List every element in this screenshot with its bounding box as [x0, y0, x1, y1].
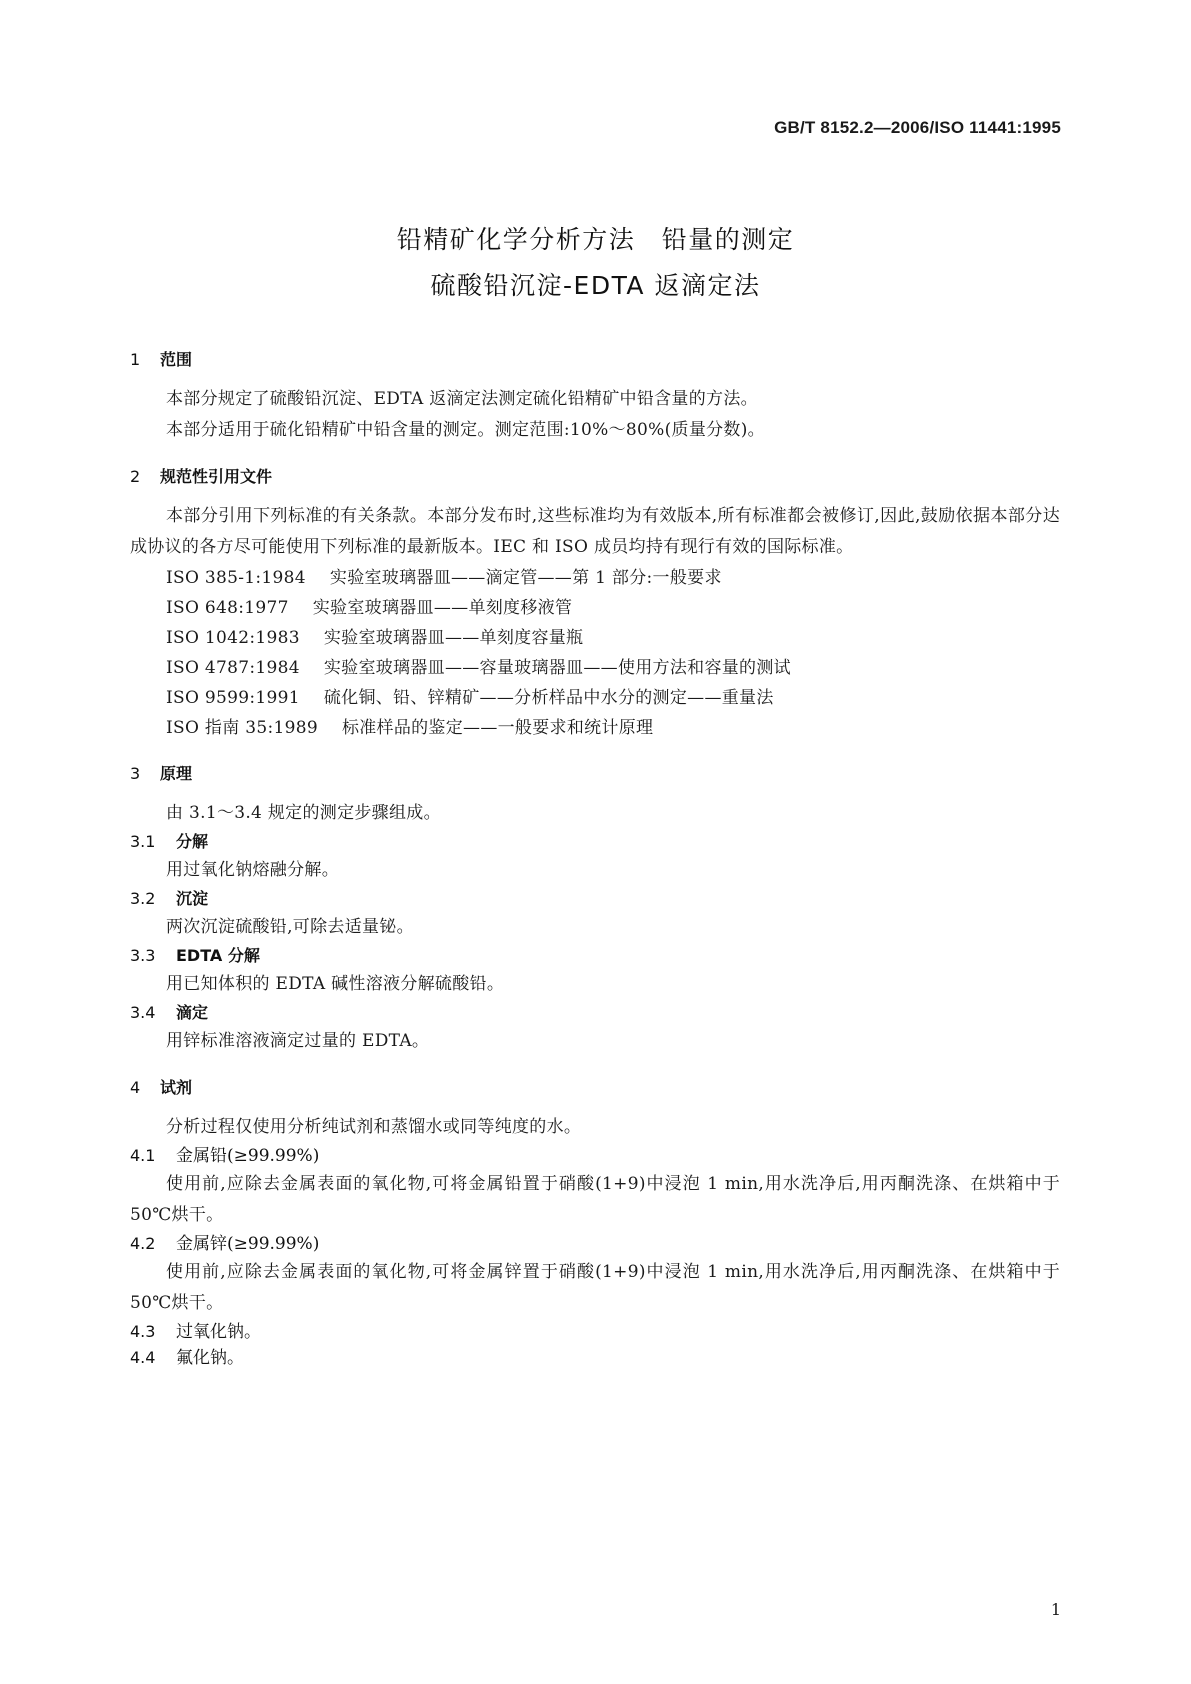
- section-title: 范围: [160, 350, 193, 369]
- reference-code: ISO 9599:1991: [166, 688, 300, 708]
- paragraph: 本部分适用于硫化铅精矿中铅含量的测定。测定范围:10%～80%(质量分数)。: [166, 420, 765, 440]
- subsection-heading: [130, 1143, 1060, 1169]
- paragraph: 用过氧化钠熔融分解。: [166, 860, 339, 880]
- reference-code: ISO 648:1977: [166, 598, 289, 618]
- reference-title: 实验室玻璃器皿——单刻度容量瓶: [323, 628, 584, 648]
- section-1-heading: [130, 350, 1060, 370]
- paragraph: 两次沉淀硫酸铅,可除去适量铋。: [166, 917, 414, 937]
- paragraph: 用已知体积的 EDTA 碱性溶液分解硫酸铅。: [166, 974, 505, 994]
- subsection-number: 4.3: [130, 1322, 156, 1341]
- subsection-heading: [130, 886, 1060, 912]
- paragraph: 由 3.1～3.4 规定的测定步骤组成。: [166, 803, 441, 823]
- subsection-number: 3.4: [130, 1003, 156, 1022]
- subsection-heading: [130, 1000, 1060, 1026]
- reference-code: ISO 1042:1983: [166, 628, 300, 648]
- page-number: 1: [1050, 1600, 1061, 1619]
- paragraph: 分析过程仅使用分析纯试剂和蒸馏水或同等纯度的水。: [166, 1117, 582, 1137]
- section-4-heading: [130, 1078, 1060, 1098]
- document-title-line1: 铅精矿化学分析方法 铅量的测定: [396, 225, 795, 254]
- subsection-heading: [130, 1319, 1060, 1345]
- subsection-number: 3.3: [130, 946, 156, 965]
- section-number: 3: [130, 764, 141, 783]
- subsection-heading: [130, 943, 1060, 969]
- subsection-number: 4.2: [130, 1234, 156, 1253]
- subsection-title: 分解: [176, 832, 209, 851]
- section-title: 规范性引用文件: [160, 467, 273, 486]
- subsection-number: 4.4: [130, 1348, 156, 1367]
- section-title: 原理: [160, 764, 193, 783]
- reference-item: [130, 683, 1060, 713]
- section-2-heading: [130, 467, 1060, 487]
- reference-title: 实验室玻璃器皿——单刻度移液管: [312, 598, 573, 618]
- subsection-number: 3.2: [130, 889, 156, 908]
- subsection-heading: [130, 1231, 1060, 1257]
- reference-code: ISO 4787:1984: [166, 658, 300, 678]
- standard-code: GB/T 8152.2—2006/ISO 11441:1995: [774, 118, 1061, 137]
- subsection-title: 滴定: [176, 1003, 209, 1022]
- reference-title: 标准样品的鉴定——一般要求和统计原理: [341, 718, 654, 738]
- paragraph: 使用前,应除去金属表面的氧化物,可将金属铅置于硝酸(1+9)中浸泡 1 min,用水洗净后,用丙酮洗涤、在烘箱中于 50℃烘干。: [130, 1174, 1060, 1225]
- reference-title: 实验室玻璃器皿——容量玻璃器皿——使用方法和容量的测试: [323, 658, 791, 678]
- reference-title: 硫化铜、铅、锌精矿——分析样品中水分的测定——重量法: [323, 688, 774, 708]
- subsection-heading: [130, 1345, 1060, 1371]
- subsection-title: EDTA 分解: [176, 946, 260, 965]
- section-3-heading: [130, 764, 1060, 784]
- paragraph: 本部分规定了硫酸铅沉淀、EDTA 返滴定法测定硫化铅精矿中铅含量的方法。: [166, 389, 758, 409]
- subsection-title: 沉淀: [176, 889, 209, 908]
- reference-code: ISO 指南 35:1989: [166, 718, 318, 738]
- reference-item: [130, 593, 1060, 623]
- subsection-number: 4.1: [130, 1146, 156, 1165]
- subsection-number: 3.1: [130, 832, 156, 851]
- document-body: [130, 350, 1060, 1371]
- subsection-title: 氟化钠。: [176, 1348, 244, 1368]
- paragraph: 用锌标准溶液滴定过量的 EDTA。: [166, 1031, 430, 1051]
- document-title-line2: 硫酸铅沉淀-EDTA 返滴定法: [430, 271, 761, 300]
- reference-item: [130, 653, 1060, 683]
- section-title: 试剂: [160, 1078, 193, 1097]
- section-number: 1: [130, 350, 141, 369]
- reference-title: 实验室玻璃器皿——滴定管——第 1 部分:一般要求: [329, 568, 722, 588]
- section-number: 4: [130, 1078, 141, 1097]
- paragraph: 本部分引用下列标准的有关条款。本部分发布时,这些标准均为有效版本,所有标准都会被修订,因此,鼓励依据本部分达成协议的各方尽可能使用下列标准的最新版本。IEC 和 ISO 成员均持有现行有效的国际标准。: [130, 506, 1060, 557]
- reference-item: [130, 713, 1060, 743]
- subsection-title: 过氧化钠。: [176, 1322, 261, 1342]
- reference-code: ISO 385-1:1984: [166, 568, 306, 588]
- subsection-title: 金属锌(≥99.99%): [176, 1234, 320, 1254]
- reference-item: [130, 563, 1060, 593]
- reference-item: [130, 623, 1060, 653]
- paragraph: 使用前,应除去金属表面的氧化物,可将金属锌置于硝酸(1+9)中浸泡 1 min,用水洗净后,用丙酮洗涤、在烘箱中于 50℃烘干。: [130, 1262, 1060, 1313]
- subsection-heading: [130, 829, 1060, 855]
- section-number: 2: [130, 467, 141, 486]
- subsection-title: 金属铅(≥99.99%): [176, 1146, 320, 1166]
